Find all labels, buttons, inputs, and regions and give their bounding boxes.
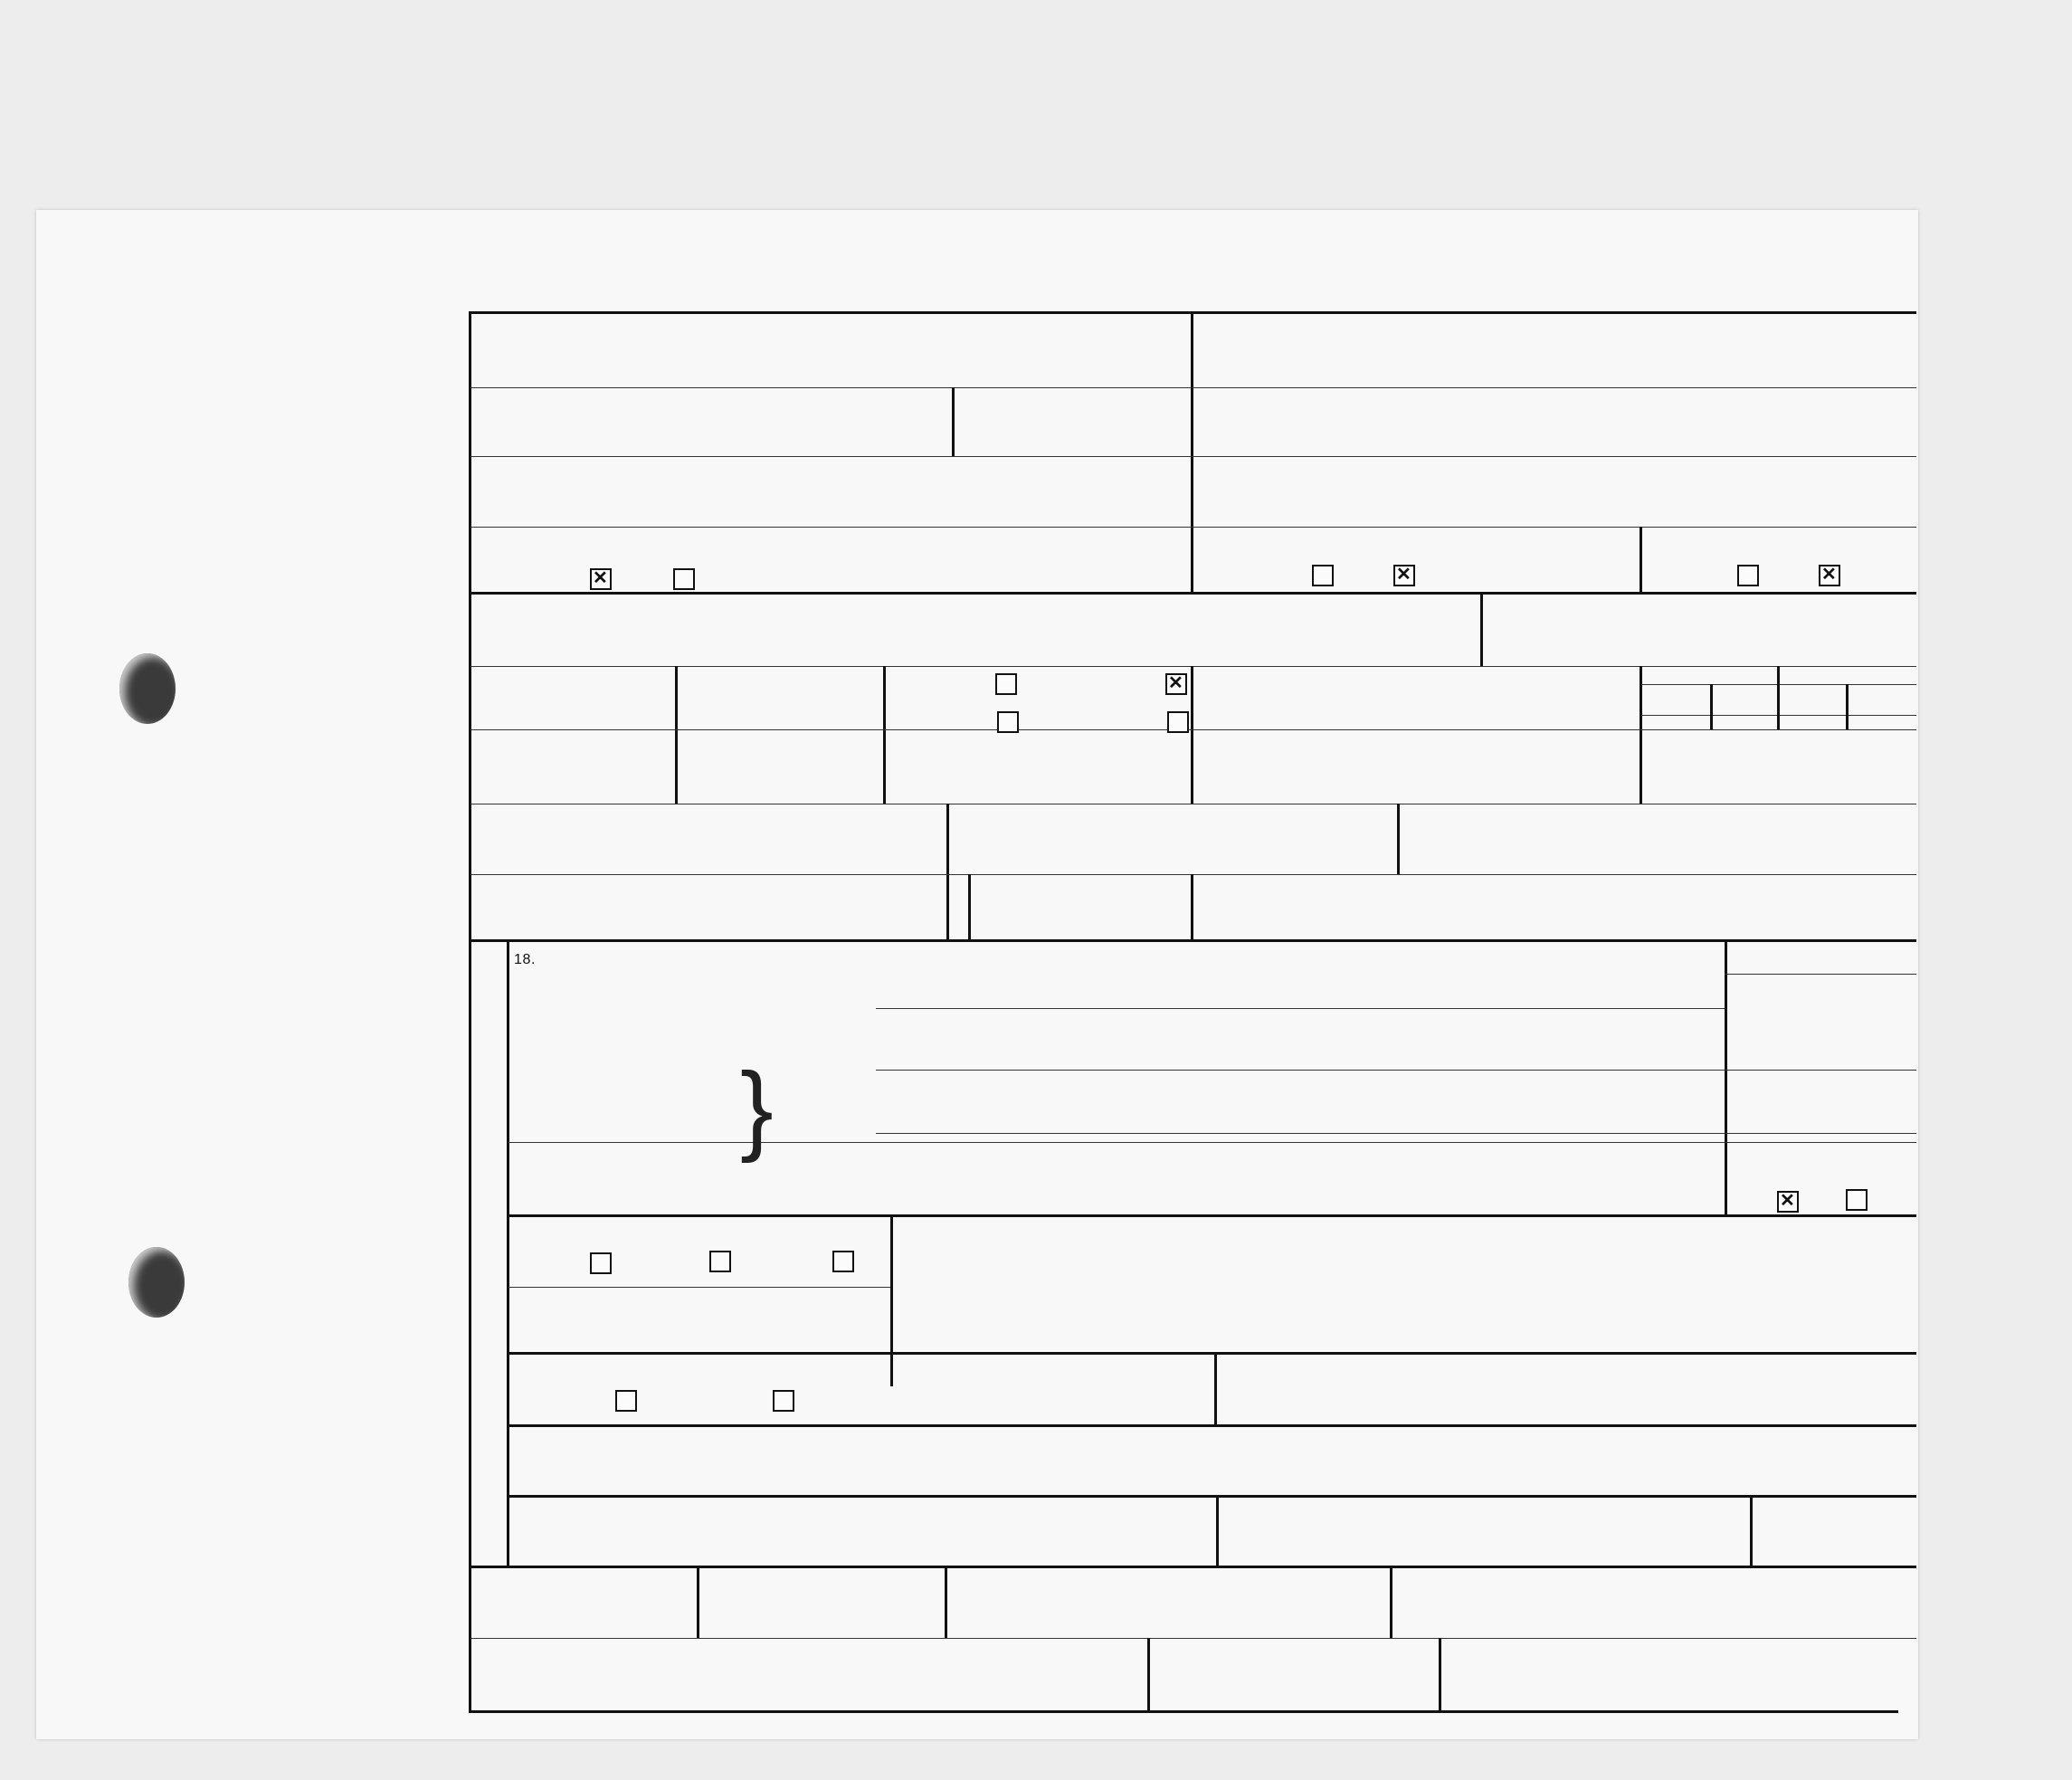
never-married-checkbox[interactable] <box>1165 673 1187 695</box>
residence-inside-limits-yes-checkbox[interactable] <box>1312 565 1334 586</box>
autopsy-no-checkbox[interactable] <box>1846 1189 1868 1211</box>
death-inside-limits-yes-checkbox[interactable] <box>590 568 612 590</box>
divorced-checkbox[interactable] <box>1167 711 1189 733</box>
autopsy-yes-checkbox[interactable] <box>1777 1191 1799 1213</box>
while-at-work-checkbox[interactable] <box>615 1390 637 1412</box>
form-bottom-border <box>469 1710 1898 1713</box>
not-while-at-work-checkbox[interactable] <box>773 1390 794 1412</box>
accident-checkbox[interactable] <box>590 1252 612 1274</box>
widowed-checkbox[interactable] <box>997 711 1019 733</box>
certificate-card <box>36 210 1918 1739</box>
married-checkbox[interactable] <box>995 673 1017 695</box>
suicide-checkbox[interactable] <box>709 1251 731 1272</box>
farm-no-checkbox[interactable] <box>1819 565 1840 586</box>
punch-hole <box>119 653 176 724</box>
punch-hole <box>128 1247 185 1318</box>
vertical-certificate-number <box>194 952 244 1495</box>
farm-yes-checkbox[interactable] <box>1737 565 1759 586</box>
form-left-border <box>469 311 471 1712</box>
residence-inside-limits-no-checkbox[interactable] <box>1393 565 1415 586</box>
homicide-checkbox[interactable] <box>832 1251 854 1272</box>
death-inside-limits-no-checkbox[interactable] <box>673 568 695 590</box>
